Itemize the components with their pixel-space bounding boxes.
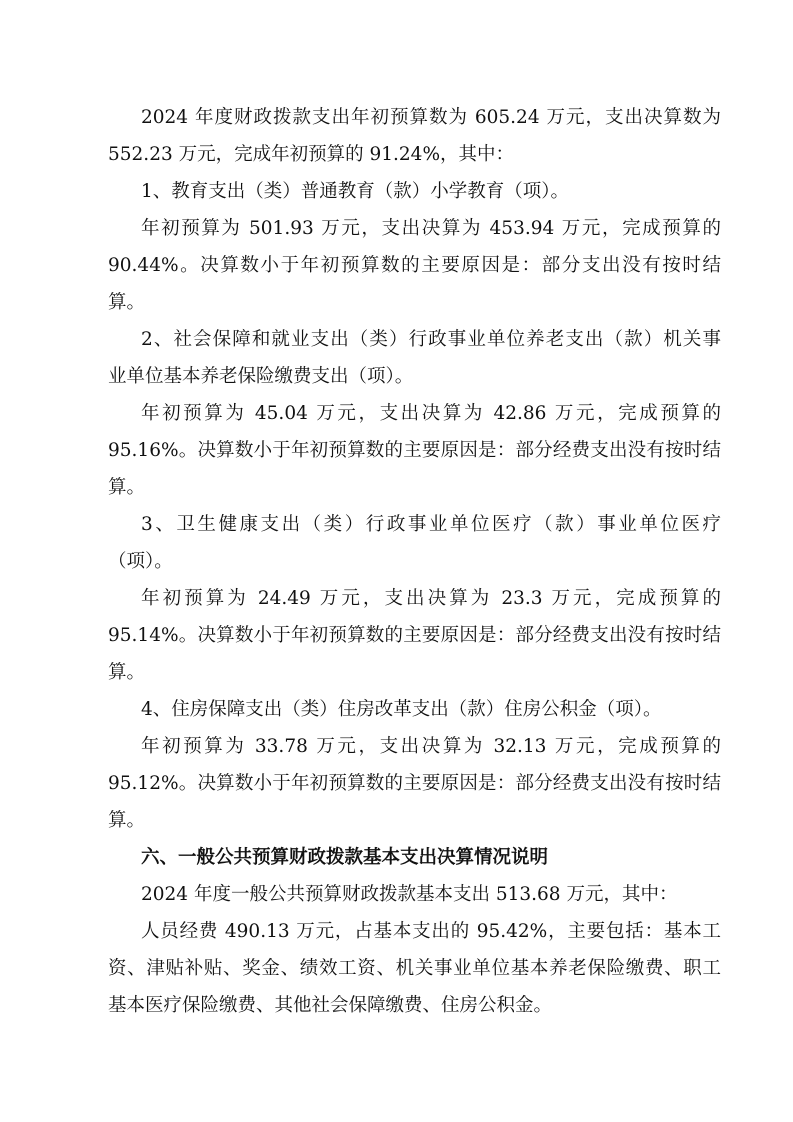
text-line: 六、一般公共预算财政拨款基本支出决算情况说明	[141, 847, 549, 868]
text-line: 年初预算为 33.78 万元，支出决算为 32.13 万元，完成预算的	[141, 736, 721, 757]
text-line: 资、津贴补贴、奖金、绩效工资、机关事业单位基本养老保险缴费、职工	[108, 958, 721, 979]
text-line: 算。	[108, 477, 146, 498]
text-line: 552.23 万元，完成年初预算的 91.24%，其中：	[108, 144, 515, 165]
text-line: 2024 年度财政拨款支出年初预算数为 605.24 万元，支出决算数为	[141, 107, 721, 128]
text-line: 1、教育支出（类）普通教育（款）小学教育（项）。	[141, 181, 570, 202]
text-line: 年初预算为 501.93 万元，支出决算为 453.94 万元，完成预算的	[141, 218, 721, 239]
text-line: 基本医疗保险缴费、其他社会保障缴费、住房公积金。	[108, 995, 553, 1016]
text-line: 3、卫生健康支出（类）行政事业单位医疗（款）事业单位医疗	[141, 514, 721, 535]
text-line: 人员经费 490.13 万元，占基本支出的 95.42%，主要包括：基本工	[141, 921, 721, 942]
paragraph	[108, 395, 721, 506]
paragraph	[108, 173, 721, 210]
paragraph	[108, 321, 721, 395]
text-line: 算。	[108, 810, 146, 831]
text-line: 95.12%。决算数小于年初预算数的主要原因是：部分经费支出没有按时结	[108, 773, 721, 794]
paragraph	[108, 210, 721, 321]
paragraph	[108, 876, 721, 913]
paragraph	[108, 728, 721, 839]
text-line: 95.16%。决算数小于年初预算数的主要原因是：部分经费支出没有按时结	[108, 440, 721, 461]
text-line: 算。	[108, 662, 146, 683]
paragraph	[108, 99, 721, 173]
paragraph	[108, 913, 721, 1024]
text-line: 95.14%。决算数小于年初预算数的主要原因是：部分经费支出没有按时结	[108, 625, 721, 646]
text-line: 2024 年度一般公共预算财政拨款基本支出 513.68 万元，其中：	[141, 884, 678, 905]
text-line: 2、社会保障和就业支出（类）行政事业单位养老支出（款）机关事	[141, 329, 721, 350]
section-heading	[108, 839, 721, 876]
text-line: 4、住房保障支出（类）住房改革支出（款）住房公积金（项）。	[141, 699, 662, 720]
paragraph	[108, 580, 721, 691]
text-line: 业单位基本养老保险缴费支出（项）。	[108, 366, 414, 387]
paragraph	[108, 506, 721, 580]
paragraph	[108, 691, 721, 728]
text-line: 年初预算为 24.49 万元，支出决算为 23.3 万元，完成预算的	[141, 588, 721, 609]
text-line: （项）。	[108, 551, 173, 572]
text-line: 算。	[108, 292, 146, 313]
document-body	[108, 99, 721, 1024]
text-line: 90.44%。决算数小于年初预算数的主要原因是：部分支出没有按时结	[108, 255, 721, 276]
text-line: 年初预算为 45.04 万元，支出决算为 42.86 万元，完成预算的	[141, 403, 721, 424]
